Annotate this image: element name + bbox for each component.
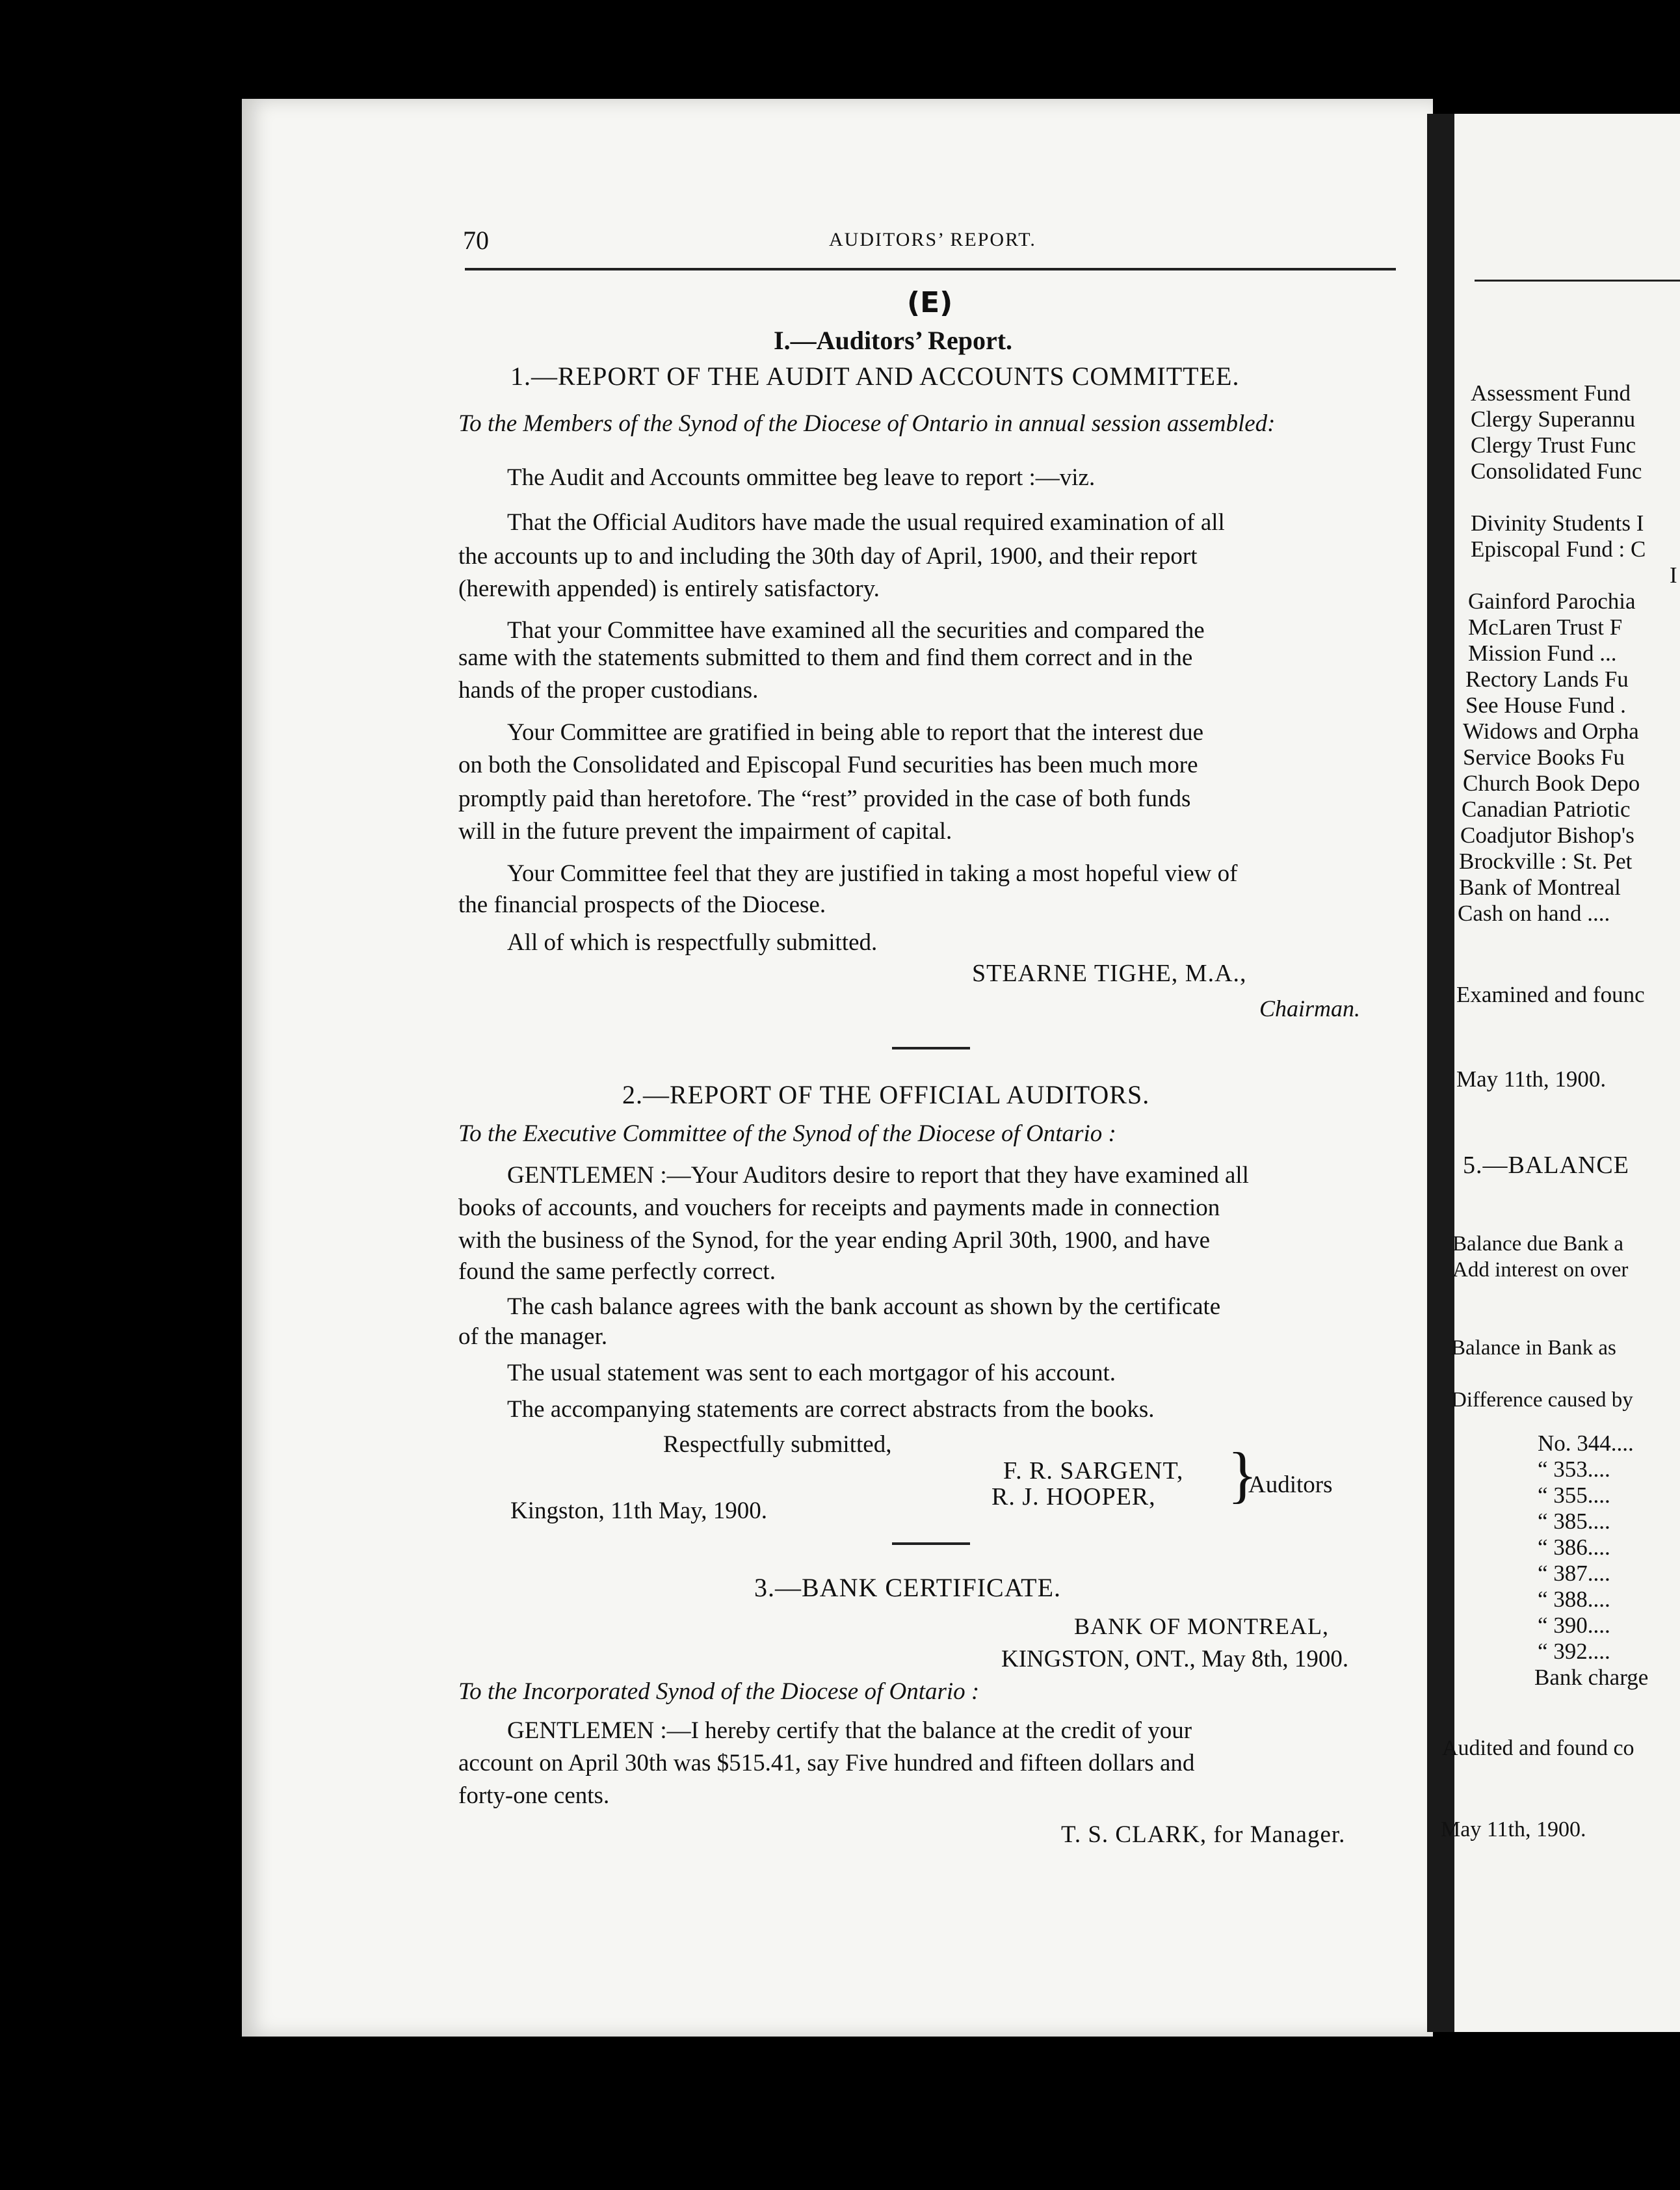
right-line: No. 344....: [1538, 1431, 1634, 1456]
right-line: Church Book Depo: [1463, 771, 1640, 796]
auditors-p1-line1: GENTLEMEN :—Your Auditors desire to report that they have examined all: [507, 1162, 1249, 1189]
right-line: Brockville : St. Pet: [1459, 849, 1633, 874]
header-rule: [465, 268, 1396, 270]
bank-heading: 3.—BANK CERTIFICATE.: [754, 1573, 1062, 1602]
bank-signer: T. S. CLARK, for Manager.: [1061, 1821, 1346, 1848]
committee-p2-line3: (herewith appended) is entirely satisfactory.: [458, 575, 880, 602]
right-line: Gainford Parochia: [1468, 588, 1636, 614]
committee-p5-line1: Your Committee feel that they are justified in taking a most hopeful view of: [507, 860, 1238, 887]
right-line: 5.—BALANCE: [1463, 1152, 1629, 1179]
committee-p4-line3: promptly paid than heretofore. The “rest” provided in the case of both funds: [458, 785, 1191, 812]
auditor-sargent: F. R. SARGENT,: [1003, 1457, 1184, 1484]
committee-p4-line1: Your Committee are gratified in being able to report that the interest due: [507, 719, 1203, 746]
right-line: McLaren Trust F: [1468, 614, 1623, 640]
right-line: “ 387....: [1538, 1561, 1610, 1586]
auditors-p2-line2: of the manager.: [458, 1323, 608, 1350]
auditors-address: To the Executive Committee of the Synod of the Diocese of Ontario :: [458, 1120, 1116, 1147]
right-line: Consolidated Func: [1471, 458, 1642, 484]
committee-p3-line1: That your Committee have examined all the securities and compared the: [507, 617, 1205, 644]
auditors-heading: 2.—REPORT OF THE OFFICIAL AUDITORS.: [622, 1080, 1150, 1109]
right-line: Examined and founc: [1456, 982, 1645, 1007]
committee-signer-role: Chairman.: [1259, 996, 1361, 1022]
right-line: “ 355....: [1538, 1483, 1610, 1508]
right-line: May 11th, 1900.: [1456, 1066, 1607, 1092]
bank-body-line3: forty-one cents.: [458, 1782, 610, 1809]
right-line: Canadian Patriotic: [1462, 797, 1631, 822]
right-line: Add interest on over: [1452, 1258, 1629, 1282]
right-line: See House Fund .: [1465, 693, 1626, 718]
committee-p5-line2: the financial prospects of the Diocese.: [458, 891, 826, 918]
right-line: Cash on hand ....: [1458, 901, 1610, 926]
right-line: Coadjutor Bishop's: [1460, 823, 1634, 848]
auditors-p1-line3: with the business of the Synod, for the year ending April 30th, 1900, and have: [458, 1227, 1211, 1254]
auditors-brace: }: [1227, 1440, 1258, 1509]
right-header-rule: [1475, 280, 1680, 282]
bank-place-date: KINGSTON, ONT., May 8th, 1900.: [1001, 1646, 1349, 1672]
right-line: “ 388....: [1538, 1587, 1610, 1612]
right-line: Widows and Orpha: [1463, 719, 1639, 744]
right-line: “ 386....: [1538, 1535, 1610, 1560]
committee-signer: STEARNE TIGHE, M.A.,: [972, 960, 1247, 987]
right-line: I: [1670, 562, 1677, 588]
right-line: Clergy Trust Func: [1471, 432, 1636, 458]
right-line: Clergy Superannu: [1471, 406, 1636, 432]
right-line: Rectory Lands Fu: [1465, 666, 1629, 692]
committee-address: To the Members of the Synod of the Diocese of Ontario in annual session assembled:: [458, 410, 1276, 437]
right-line: “ 392....: [1538, 1639, 1610, 1664]
right-line: Divinity Students I: [1471, 510, 1644, 536]
committee-p4-line2: on both the Consolidated and Episcopal Fund securities has been much more: [458, 752, 1198, 778]
right-line: Balance due Bank a: [1452, 1232, 1623, 1256]
bank-body-line1: GENTLEMEN :—I hereby certify that the balance at the credit of your: [507, 1717, 1192, 1744]
right-line: “ 353....: [1538, 1457, 1610, 1482]
right-line: Balance in Bank as: [1451, 1336, 1616, 1360]
auditors-place-date: Kingston, 11th May, 1900.: [510, 1497, 768, 1524]
right-line: Episcopal Fund : C: [1471, 536, 1646, 562]
committee-p4-line4: will in the future prevent the impairment of capital.: [458, 818, 952, 845]
right-line: Bank charge: [1534, 1665, 1649, 1690]
auditors-role: Auditors: [1248, 1471, 1333, 1498]
auditors-p1-line2: books of accounts, and vouchers for receipts and payments made in connection: [458, 1194, 1220, 1221]
committee-p3-line3: hands of the proper custodians.: [458, 677, 759, 704]
divider-1: [892, 1047, 970, 1049]
right-line: “ 385....: [1538, 1509, 1610, 1534]
right-line: “ 390....: [1538, 1613, 1610, 1638]
bank-name: BANK OF MONTREAL,: [1074, 1613, 1330, 1639]
right-line: Service Books Fu: [1463, 745, 1625, 770]
auditors-p3: The usual statement was sent to each mortgagor of his account.: [507, 1360, 1116, 1386]
auditors-p1-line4: found the same perfectly correct.: [458, 1258, 776, 1285]
divider-2: [892, 1542, 970, 1545]
bank-address: To the Incorporated Synod of the Diocese of Ontario :: [458, 1678, 980, 1705]
section-letter: (E): [907, 286, 953, 319]
running-title: AUDITORS’ REPORT.: [829, 229, 1036, 250]
right-line: Audited and found co: [1442, 1736, 1634, 1760]
bank-body-line2: account on April 30th was $515.41, say Five hundred and fifteen dollars and: [458, 1750, 1195, 1776]
auditor-hooper: R. J. HOOPER,: [991, 1483, 1156, 1511]
auditors-closing: Respectfully submitted,: [663, 1431, 892, 1458]
committee-p2-line2: the accounts up to and including the 30th day of April, 1900, and their report: [458, 543, 1198, 570]
right-line: Assessment Fund: [1471, 380, 1631, 406]
committee-p3-line2: same with the statements submitted to them and find them correct and in the: [458, 644, 1193, 671]
committee-p2-line1: That the Official Auditors have made the usual required examination of all: [507, 509, 1225, 536]
right-line: May 11th, 1900.: [1441, 1817, 1586, 1841]
committee-p6: All of which is respectfully submitted.: [507, 929, 878, 956]
auditors-p4: The accompanying statements are correct abstracts from the books.: [507, 1396, 1155, 1423]
auditors-p2-line1: The cash balance agrees with the bank account as shown by the certificate: [507, 1293, 1221, 1320]
right-line: Mission Fund ...: [1468, 640, 1617, 666]
section-title: I.—Auditors’ Report.: [774, 326, 1013, 355]
committee-heading: 1.—REPORT OF THE AUDIT AND ACCOUNTS COMMITTEE.: [510, 362, 1240, 391]
right-line: Difference caused by: [1451, 1388, 1633, 1412]
right-line: Bank of Montreal: [1459, 875, 1621, 900]
committee-p1: The Audit and Accounts ommittee beg leave to report :—viz.: [507, 464, 1096, 491]
page-number: 70: [463, 226, 489, 255]
